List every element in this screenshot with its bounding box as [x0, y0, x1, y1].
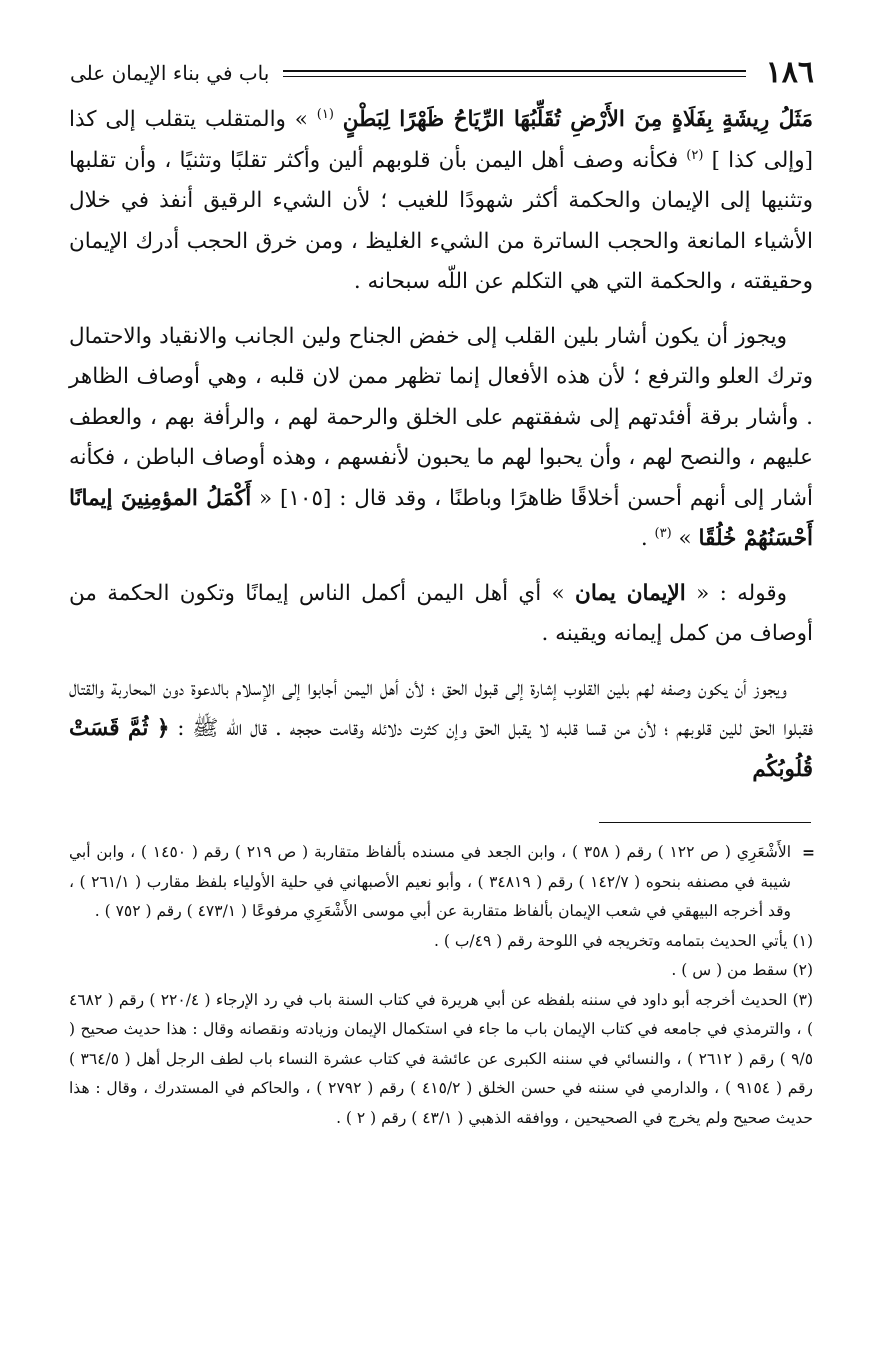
- paragraph-1-text-b: فكأنه وصف أهل اليمن بأن قلوبهم ألين وأكثر تقلبًا وتثنيًا ، وأن تقلبها وتثنيها إلى الإيمان والحكمة أكثر شهودًا للغيب ؛ لأن الشيء الرقيق أنفذ في خلال الأشياء المانعة والحجب الساترة من الشيء الغليظ ، ومن خرق الحجب أدرك الإيمان وحقيقته ، والحكمة التي هي التكلم عن اللّه سبحانه .: [69, 147, 813, 294]
- footnote-ref-1[interactable]: (١): [316, 106, 334, 122]
- paragraph-2-text-c: .: [640, 526, 648, 551]
- footnote-separator: [599, 822, 811, 823]
- footnote-continuation-text: الأَشْعَرِي ( ص ١٢٢ ) رقم ( ٣٥٨ ) ، وابن الجعد في مسنده بألفاظ متقاربة ( ص ٢١٩ ) رقم ( ١٤٥٠ ) ، وابن أبي شيبة في مصنفه بنحوه ( ١٤٢/٧ ) رقم ( ٣٤٨١٩ ) ، وأبو نعيم الأصبهاني في حلية الأولياء بلفظ مقارب ( ٢٦١/١ ) ، وقد أخرجه البيهقي في شعب الإيمان بألفاظ متقاربة عن أبي موسى الأَشْعَرِي مرفوعًا ( ٤٧٣/١ ) رقم ( ٧٥٢ ) .: [69, 843, 792, 920]
- paragraph-4-text-a: ويجوز أن يكون وصفه لهم بلين القلوب إشارة إلى قبول الحق ؛ لأن أهل اليمن أجابوا إلى الإسلام بالدعوة دون المحاربة والقتال فقبلوا الحق للين قلوبهم ؛ لأن من قسا قلبه لا يقبل الحق وإن كثرت دلائله وقامت حججه . قال اللّه ﷺ :: [69, 675, 813, 741]
- footnote-3: (٣) الحديث أخرجه أبو داود في سننه بلفظه عن أبي هريرة في كتاب السنة باب في رد الإرجاء ( ٢٢٠/٤ ) رقم ( ٤٦٨٢ ) ، والترمذي في جامعه في كتاب الإيمان باب ما جاء في استكمال الإيمان وزيادته ونقصانه وقال : هذا حديث صحيح ( ٩/٥ ) رقم ( ٢٦١٢ ) ، والنسائي في سننه الكبرى عن عائشة في كتاب عشرة النساء باب لطف الرجل أهل ( ٣٦٤/٥ ) رقم ( ٩١٥٤ ) ، والدارمي في سننه في حسن الخلق ( ٤١٥/٢ ) رقم ( ٢٧٩٢ ) ، والحاكم في المستدرك ، وقال : هذا حديث صحيح ولم يخرج في الصحيحين ، ووافقه الذهبي ( ٤٣/١ ) رقم ( ٢ ) .: [69, 990, 814, 1127]
- paragraph-2-text-a: ويجوز أن يكون أشار بلين القلب إلى خفض الجناح ولين الجانب والانقياد والاحتمال وترك العلو والترفع ؛ لأن هذه الأفعال إنما تظهر ممن لان قلبه ، وهي أوصاف الظاهر . وأشار برقة أفئدتهم إلى شفقتهم على الخلق والرحمة لهم ، والرأفة بهم ، والعطف عليهم ، والنصح لهم ، وأن يحبوا لهم ما يحبون لأنفسهم ، وهذه أوصاف الباطن ، فكأنه أشار إلى أنهم أحسن أخلاقًا ظاهرًا وباطنًا ، وقد قال : [١٠٥] «: [69, 323, 813, 511]
- footnote-1: (١) يأتي الحديث بتمامه وتخريجه في اللوحة رقم ( ٤٩/ب ) .: [434, 931, 813, 950]
- footnote-ref-3[interactable]: (٣): [654, 525, 672, 541]
- continuation-mark: =: [802, 843, 815, 862]
- paragraph-1: [69, 100, 813, 303]
- paragraph-4: [69, 669, 813, 791]
- paragraph-3-text-a: وقوله : «: [696, 580, 787, 606]
- footnote-2: (٢) سقط من ( س ) .: [671, 961, 813, 979]
- quran-verse: ﴿ ثُمَّ قَسَتْ قُلُوبُكُم: [69, 716, 813, 782]
- paragraph-2-text-b: »: [678, 526, 692, 551]
- paragraph-1-text-a: » والمتقلب يتقلب إلى كذا [وإلى كذا ]: [69, 107, 813, 173]
- paragraph-3-text-b: » أي أهل اليمن أكمل الناس إيمانًا وتكون الحكمة من أوصاف من كمل إيمانه ويقينه .: [69, 580, 813, 646]
- page-number: ١٨٦: [765, 55, 814, 90]
- footnotes: [69, 838, 813, 1133]
- quran-verse: مَثَلُ رِيشَةٍ بِفَلَاةٍ مِنَ الأَرْضِ تُقَلِّبُهَا الرِّيَاحُ ظَهْرًا لِبَطْنٍ: [342, 107, 813, 132]
- header-rule: [283, 70, 745, 77]
- hadith-quote: الإيمان يمان: [575, 580, 686, 606]
- paragraph-2: [69, 317, 813, 560]
- footnote-continuation: [69, 838, 813, 927]
- running-head: باب في بناء الإيمان على: [70, 61, 270, 85]
- hadith-quote: أَكْمَلُ المؤمِنِينَ إيمانًا أَحْسَنُهُمْ خُلُقًا: [69, 485, 813, 551]
- footnote-ref-2[interactable]: (٢): [686, 147, 704, 163]
- paragraph-3: [69, 574, 813, 655]
- main-text: [69, 100, 813, 804]
- page-header: [70, 52, 814, 94]
